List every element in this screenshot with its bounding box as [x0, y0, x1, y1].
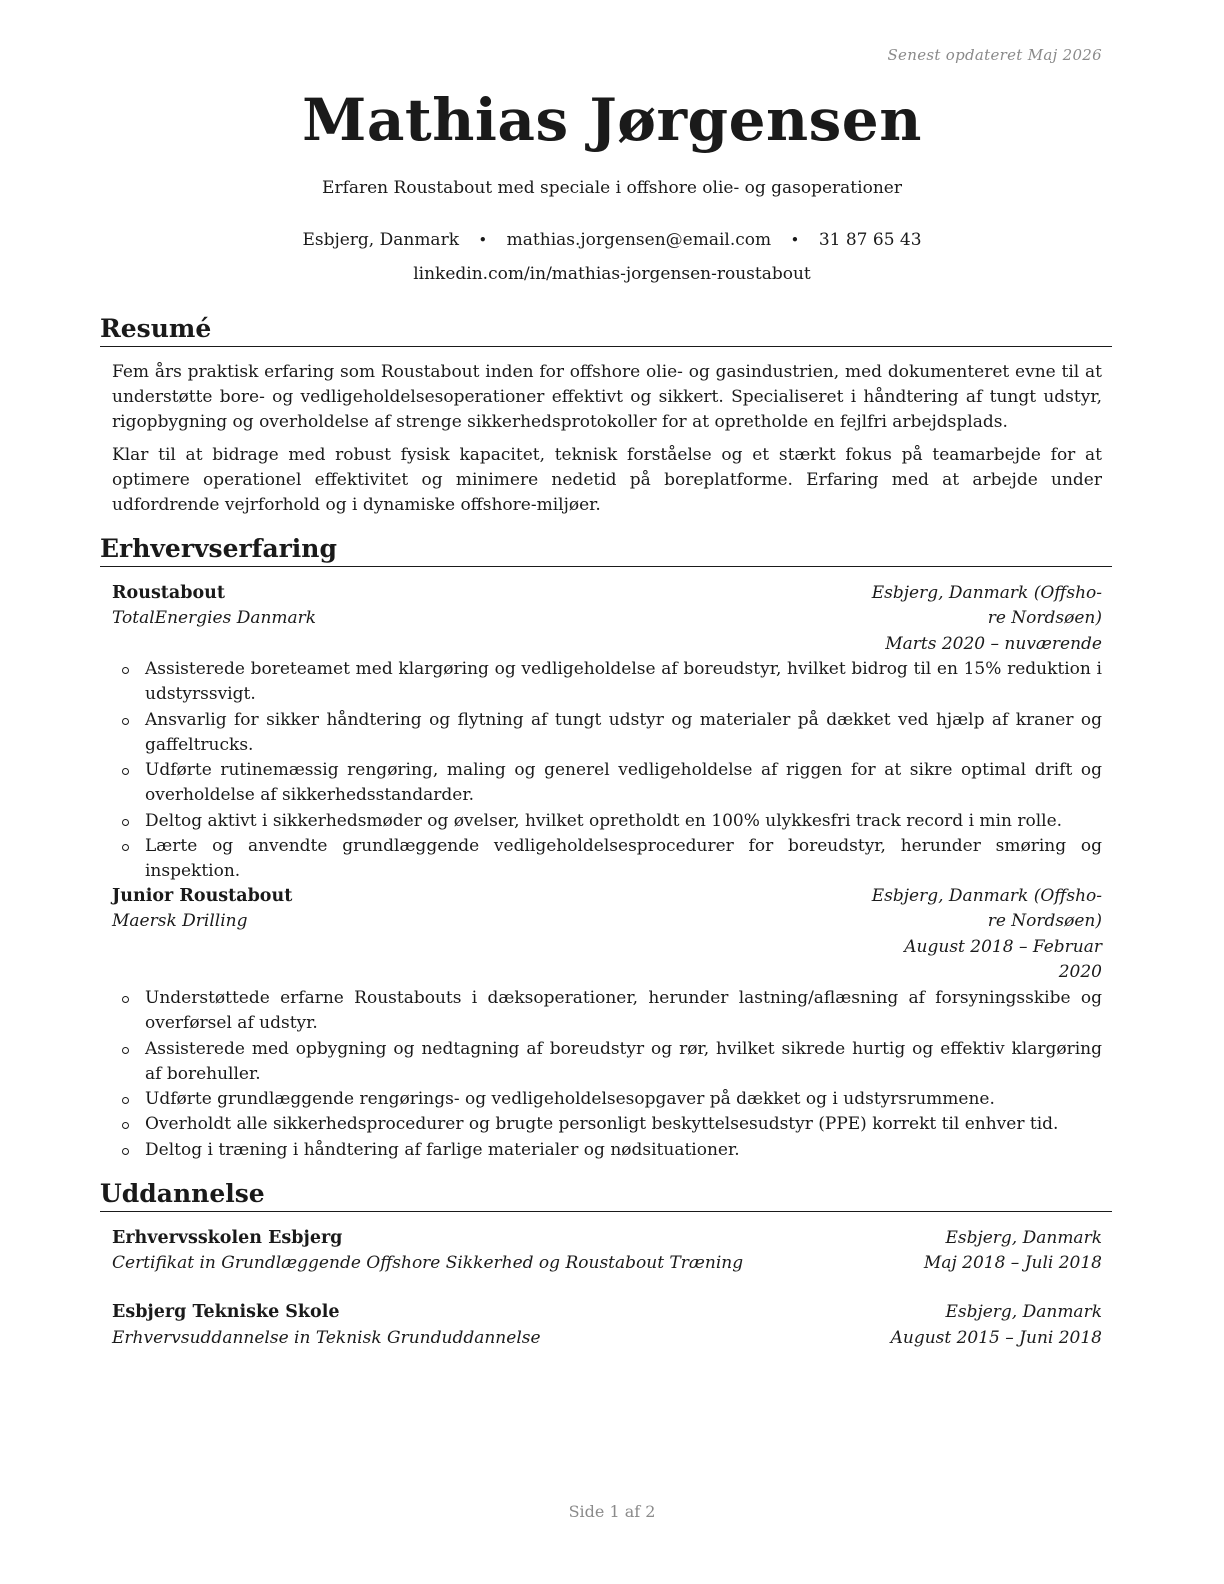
contact-email[interactable]: mathias.jorgensen@email.com: [506, 230, 772, 250]
section-heading-experience: Erhvervserfaring: [100, 534, 1112, 567]
job-bullets: [112, 986, 1102, 1163]
bullet-text: Ansvarlig for sikker håndtering og flytning af tungt udstyr og materialer på dækket ved hjælp af kraner og gaffeltrucks.: [145, 709, 1102, 755]
bullet-circle-icon: [122, 1148, 129, 1155]
school-name: Erhvervsskolen Esbjerg: [112, 1228, 343, 1248]
job-company: Maersk Drilling: [112, 911, 248, 931]
bullet-circle-icon: [122, 1122, 129, 1129]
bullet-text: Understøttede erfarne Roustabouts i dæksoperationer, herunder lastning/aflæsning af forsyningsskibe og overførsel af udstyr.: [145, 988, 1102, 1034]
bullet-separator: •: [478, 231, 488, 249]
job-dates: August 2018 – Februar: [904, 937, 1102, 957]
bullet-circle-icon: [122, 996, 129, 1003]
job-location-cont: re Nordsøen): [987, 911, 1102, 931]
bullet-circle-icon: [122, 819, 129, 826]
list-item: [112, 809, 1102, 834]
list-item: [112, 1138, 1102, 1163]
list-item: [112, 834, 1102, 885]
job-dates-cont: 2020: [1058, 962, 1102, 982]
contact-line: [0, 228, 1224, 252]
last-updated: Senest opdateret Maj 2026: [887, 46, 1102, 64]
bullet-text: Deltog aktivt i sikkerhedsmøder og øvelser, hvilket opretholdt en 100% ulykkesfri track record i min rolle.: [145, 810, 1063, 831]
job-dates: Marts 2020 – nuværende: [885, 634, 1102, 654]
list-item: [112, 758, 1102, 809]
list-item: [112, 657, 1102, 708]
degree: Erhvervsuddannelse in Teknisk Grunduddannelse: [112, 1328, 541, 1348]
bullet-text: Assisterede boreteamet med klargøring og vedligeholdelse af boreudstyr, hvilket bidrog til en 15% reduktion i udstyrssvigt.: [145, 659, 1102, 705]
contact-phone[interactable]: 31 87 65 43: [818, 230, 922, 250]
contact-linkedin[interactable]: linkedin.com/in/mathias-jorgensen-roustabout: [413, 264, 811, 284]
education-dates: August 2015 – Juni 2018: [890, 1328, 1102, 1348]
list-item: [112, 1037, 1102, 1088]
job-title: Roustabout: [112, 583, 225, 603]
education-dates: Maj 2018 – Juli 2018: [923, 1253, 1102, 1273]
school-location: Esbjerg, Danmark: [945, 1302, 1102, 1322]
degree: Certifikat in Grundlæggende Offshore Sikkerhed og Roustabout Træning: [112, 1253, 744, 1273]
bullet-text: Udførte grundlæggende rengørings- og vedligeholdelsesopgaver på dækket og i udstyrsrummene.: [145, 1089, 995, 1110]
bullet-text: Lærte og anvendte grundlæggende vedligeholdelsesprocedurer for boreudstyr, herunder smøring og inspektion.: [145, 836, 1102, 882]
list-item: [112, 1112, 1102, 1137]
bullet-circle-icon: [122, 1047, 129, 1054]
job-title: Junior Roustabout: [112, 886, 293, 906]
section-heading-education: Uddannelse: [100, 1179, 1112, 1212]
bullet-text: Deltog i træning i håndtering af farlige materialer og nødsituationer.: [145, 1139, 740, 1160]
summary-paragraph: Fem års praktisk erfaring som Roustabout inden for offshore olie- og gasindustrien, med dokumenteret evne til at understøtte bore- og vedligeholdelsesoperationer effektivt og sikkert. Specialiseret i håndtering af tungt udstyr, rigopbygning og overholdelse af strenge sikkerhedsprotokoller for at opretholde en fejlfri arbejdsplads.: [112, 362, 1102, 432]
school-name: Esbjerg Tekniske Skole: [112, 1302, 340, 1322]
job-bullets: [112, 657, 1102, 885]
bullet-circle-icon: [122, 1097, 129, 1104]
bullet-separator: •: [790, 231, 800, 249]
bullet-circle-icon: [122, 718, 129, 725]
bullet-circle-icon: [122, 844, 129, 851]
list-item: [112, 986, 1102, 1037]
job-company: TotalEnergies Danmark: [112, 608, 317, 628]
list-item: [112, 708, 1102, 759]
contact-location: Esbjerg, Danmark: [302, 230, 459, 250]
bullet-circle-icon: [122, 667, 129, 674]
list-item: [112, 1087, 1102, 1112]
job-location: Esbjerg, Danmark (Offsho-: [871, 583, 1102, 603]
school-location: Esbjerg, Danmark: [945, 1228, 1102, 1248]
section-heading-summary: Resumé: [100, 314, 1112, 347]
bullet-text: Assisterede med opbygning og nedtagning af boreudstyr og rør, hvilket sikrede hurtig og effektiv klargøring af borehuller.: [145, 1038, 1102, 1084]
summary-paragraph: Klar til at bidrage med robust fysisk kapacitet, teknisk forståelse og et stærkt fokus på teamarbejde for at optimere operationel effektivitet og minimere nedetid på boreplatforme. Erfaring med at arbejde under udfordrende vejrforhold og i dynamiske offshore-miljøer.: [112, 445, 1102, 515]
bullet-text: Overholdt alle sikkerhedsprocedurer og brugte personligt beskyttelsesudstyr (PPE) korrekt til enhver tid.: [145, 1114, 1059, 1135]
page-number: Side 1 af 2: [568, 1502, 656, 1521]
bullet-circle-icon: [122, 768, 129, 775]
tagline: Erfaren Roustabout med speciale i offshore olie- og gasoperationer: [322, 178, 902, 198]
job-location-cont: re Nordsøen): [987, 608, 1102, 628]
job-location: Esbjerg, Danmark (Offsho-: [871, 886, 1102, 906]
candidate-name: Mathias Jørgensen: [302, 86, 922, 154]
bullet-text: Udførte rutinemæssig rengøring, maling og generel vedligeholdelse af riggen for at sikre optimal drift og overholdelse af sikkerhedsstandarder.: [145, 760, 1102, 806]
